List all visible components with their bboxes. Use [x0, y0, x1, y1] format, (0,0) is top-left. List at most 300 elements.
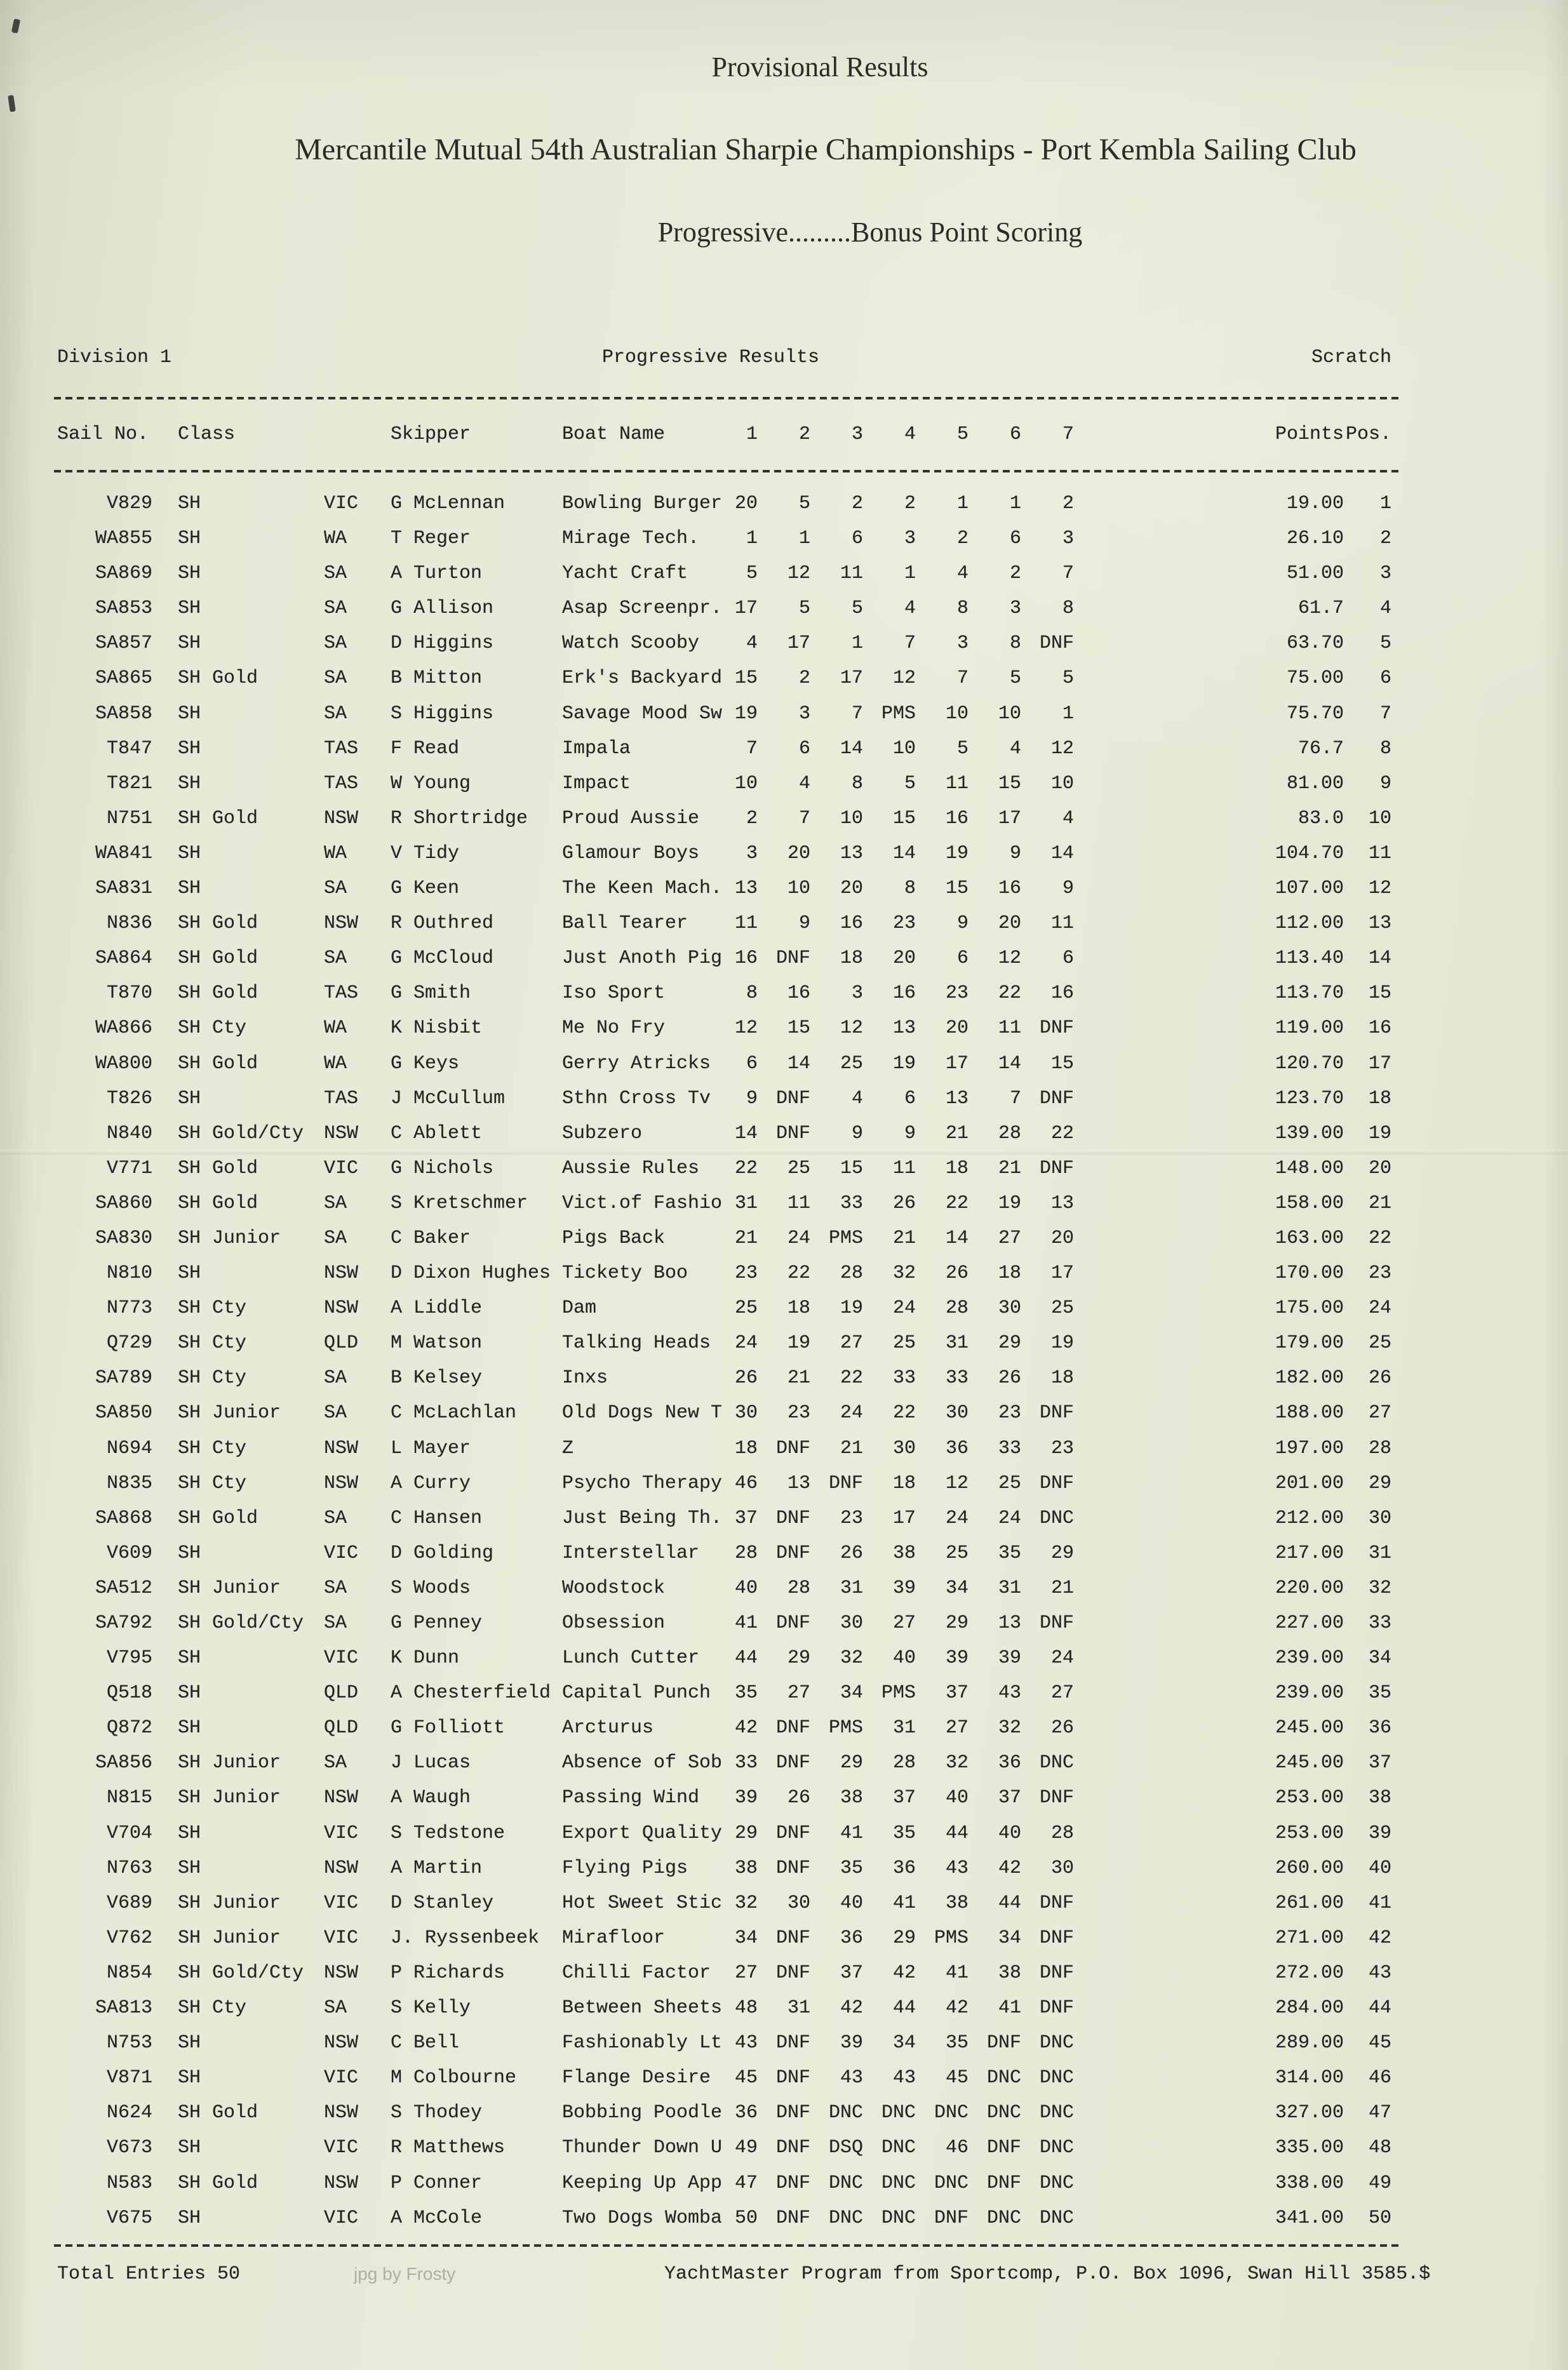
race-1: 43 [734, 2032, 758, 2054]
table-row [0, 2131, 1568, 2166]
sail-no: N694 [106, 1437, 152, 1459]
state: SA [324, 563, 347, 585]
table-row [0, 1781, 1568, 1816]
race-3: 21 [840, 1437, 863, 1459]
race-3: 5 [851, 598, 863, 620]
skipper: B Mitton [391, 667, 483, 690]
boat-name: Pigs Back [562, 1227, 666, 1249]
points: 220.00 [1275, 1577, 1344, 1599]
boat-name: Old Dogs New T [562, 1402, 723, 1424]
points: 75.00 [1286, 667, 1344, 690]
race-3: PMS [828, 1227, 863, 1249]
sail-no: Q872 [106, 1717, 152, 1739]
race-2: DNF [775, 2137, 810, 2159]
col-header-skipper: Skipper [391, 424, 471, 445]
class: SH [178, 528, 201, 550]
points: 148.00 [1275, 1157, 1344, 1179]
race-2: DNF [775, 1752, 810, 1774]
race-7: DNC [1039, 2172, 1074, 2194]
race-6: 31 [998, 1577, 1021, 1599]
race-2: DNF [775, 1717, 810, 1739]
race-1: 9 [746, 1087, 758, 1109]
position: 46 [1368, 2067, 1391, 2089]
table-row [0, 2096, 1568, 2131]
class: SH [178, 1822, 201, 1844]
skipper: M Colbourne [391, 2067, 517, 2089]
race-2: 3 [798, 702, 810, 725]
class: SH Cty [178, 1297, 247, 1320]
position: 38 [1368, 1787, 1391, 1809]
skipper: T Reger [391, 528, 471, 550]
race-7: 3 [1062, 528, 1074, 550]
sail-no: WA866 [95, 1017, 152, 1040]
table-row [0, 697, 1568, 732]
position: 20 [1368, 1157, 1391, 1179]
race-2: 2 [798, 667, 810, 690]
class: SH [178, 1682, 201, 1704]
race-3: 35 [840, 1857, 863, 1879]
divider-dashed-line [54, 397, 1400, 399]
col-header-race-3: 3 [851, 424, 863, 445]
col-header-race-4: 4 [904, 424, 916, 445]
race-3: 7 [851, 702, 863, 725]
race-5: DNF [934, 2207, 968, 2229]
race-5: 27 [945, 1717, 968, 1739]
col-header-class: Class [178, 424, 236, 445]
class: SH Cty [178, 1332, 247, 1355]
position: 37 [1368, 1752, 1391, 1774]
skipper: K Dunn [391, 1647, 460, 1670]
race-6: 6 [1009, 528, 1021, 550]
race-2: 4 [798, 772, 810, 794]
skipper: S Tedstone [391, 1822, 506, 1844]
boat-name: Yacht Craft [562, 563, 688, 585]
skipper: B Kelsey [391, 1367, 483, 1389]
table-row [0, 1361, 1568, 1396]
race-6: 44 [998, 1892, 1021, 1914]
race-7: 29 [1050, 1542, 1074, 1564]
race-4: 11 [892, 1157, 916, 1179]
race-2: DNF [775, 2067, 810, 2089]
points: 139.00 [1275, 1122, 1344, 1144]
skipper: D Dixon Hughes [391, 1262, 551, 1285]
position: 11 [1368, 842, 1391, 864]
race-1: 19 [734, 702, 758, 725]
race-4: DNC [881, 2207, 916, 2229]
sail-no: SA789 [95, 1367, 152, 1389]
race-4: 20 [892, 947, 916, 970]
boat-name: Lunch Cutter [562, 1647, 700, 1670]
race-6: 23 [998, 1402, 1021, 1424]
skipper: G Allison [391, 598, 494, 620]
class: SH Gold/Cty [178, 1612, 304, 1634]
sail-no: N753 [106, 2032, 152, 2054]
skipper: M Watson [391, 1332, 483, 1355]
state: NSW [324, 1472, 359, 1494]
race-5: 7 [956, 667, 968, 690]
state: VIC [324, 2067, 359, 2089]
state: VIC [324, 1892, 359, 1914]
race-1: 18 [734, 1437, 758, 1459]
class: SH [178, 1087, 201, 1109]
state: SA [324, 1402, 347, 1424]
table-row [0, 1326, 1568, 1361]
sail-no: SA830 [95, 1227, 152, 1249]
race-7: 2 [1062, 493, 1074, 514]
points: 217.00 [1275, 1542, 1344, 1564]
skipper: C Hansen [391, 1507, 483, 1529]
race-6: 36 [998, 1752, 1021, 1774]
col-header-sail-no: Sail No. [57, 424, 149, 445]
skipper: G Smith [391, 982, 471, 1005]
race-1: 16 [734, 947, 758, 970]
class: SH [178, 2137, 201, 2159]
race-4: 41 [892, 1892, 916, 1914]
boat-name: Bowling Burger [562, 493, 723, 514]
race-5: 39 [945, 1647, 968, 1670]
race-3: 4 [851, 1087, 863, 1109]
class: SH Junior [178, 1227, 281, 1249]
col-header-boat-name: Boat Name [562, 424, 666, 445]
race-3: 10 [840, 807, 863, 829]
position: 41 [1368, 1892, 1391, 1914]
class: SH Gold [178, 1192, 258, 1214]
boat-name: Tickety Boo [562, 1262, 688, 1285]
table-row [0, 1221, 1568, 1256]
boat-name: Erk's Backyard [562, 667, 723, 690]
class: SH [178, 737, 201, 760]
table-row [0, 1396, 1568, 1431]
race-1: 25 [734, 1297, 758, 1320]
class: SH Cty [178, 1472, 247, 1494]
race-4: 35 [892, 1822, 916, 1844]
boat-name: Subzero [562, 1122, 643, 1144]
skipper: C McLachlan [391, 1402, 517, 1424]
race-4: 40 [892, 1647, 916, 1670]
race-3: 24 [840, 1402, 863, 1424]
table-row [0, 1676, 1568, 1711]
class: SH Gold [178, 913, 258, 935]
boat-name: Talking Heads [562, 1332, 711, 1355]
race-1: 47 [734, 2172, 758, 2194]
race-4: 34 [892, 2032, 916, 2054]
race-4: 22 [892, 1402, 916, 1424]
race-6: 1 [1009, 493, 1021, 514]
race-2: 7 [798, 807, 810, 829]
race-5: 13 [945, 1087, 968, 1109]
table-row [0, 941, 1568, 976]
race-4: 39 [892, 1577, 916, 1599]
race-4: 17 [892, 1507, 916, 1529]
race-7: 21 [1050, 1577, 1074, 1599]
points: 26.10 [1286, 528, 1344, 550]
race-5: 20 [945, 1017, 968, 1040]
boat-name: Passing Wind [562, 1787, 700, 1809]
skipper: A McCole [391, 2207, 483, 2229]
race-3: 15 [840, 1157, 863, 1179]
race-1: 14 [734, 1122, 758, 1144]
race-5: 29 [945, 1612, 968, 1634]
table-row [0, 1851, 1568, 1886]
race-4: 12 [892, 667, 916, 690]
table-row [0, 767, 1568, 801]
race-1: 42 [734, 1717, 758, 1739]
sail-no: V689 [106, 1892, 152, 1914]
boat-name: Gerry Atricks [562, 1052, 711, 1075]
points: 253.00 [1275, 1787, 1344, 1809]
table-row [0, 2201, 1568, 2236]
boat-name: Obsession [562, 1612, 666, 1634]
race-1: 39 [734, 1787, 758, 1809]
sail-no: SA850 [95, 1402, 152, 1424]
state: SA [324, 1507, 347, 1529]
skipper: V Tidy [391, 842, 460, 864]
state: SA [324, 633, 347, 655]
skipper: K Nisbit [391, 1017, 483, 1040]
race-2: DNF [775, 2032, 810, 2054]
race-7: DNF [1039, 1402, 1074, 1424]
points: 201.00 [1275, 1472, 1344, 1494]
state: WA [324, 842, 347, 864]
table-row [0, 1956, 1568, 1991]
points: 327.00 [1275, 2102, 1344, 2124]
skipper: J. Ryssenbeek [391, 1927, 540, 1949]
race-4: 19 [892, 1052, 916, 1075]
race-5: 40 [945, 1787, 968, 1809]
race-7: 30 [1050, 1857, 1074, 1879]
state: NSW [324, 807, 359, 829]
race-6: 14 [998, 1052, 1021, 1075]
class: SH [178, 2032, 201, 2054]
class: SH [178, 1262, 201, 1285]
sail-no: WA841 [95, 842, 152, 864]
state: TAS [324, 1087, 359, 1109]
race-1: 27 [734, 1962, 758, 1984]
race-2: DNF [775, 1437, 810, 1459]
race-6: DNF [986, 2032, 1021, 2054]
position: 24 [1368, 1297, 1391, 1320]
position: 36 [1368, 1717, 1391, 1739]
sail-no: N751 [106, 807, 152, 829]
race-4: 3 [904, 528, 916, 550]
race-5: 1 [956, 493, 968, 514]
race-1: 17 [734, 598, 758, 620]
race-7: 6 [1062, 947, 1074, 970]
race-5: 31 [945, 1332, 968, 1355]
state: NSW [324, 913, 359, 935]
position: 19 [1368, 1122, 1391, 1144]
race-1: 5 [746, 563, 758, 585]
scan-artifact [8, 95, 16, 112]
race-4: 25 [892, 1332, 916, 1355]
race-1: 7 [746, 737, 758, 760]
points: 188.00 [1275, 1402, 1344, 1424]
race-7: 5 [1062, 667, 1074, 690]
scan-artifact [11, 18, 20, 34]
points: 170.00 [1275, 1262, 1344, 1285]
race-1: 20 [734, 493, 758, 514]
position: 47 [1368, 2102, 1391, 2124]
table-row [0, 1431, 1568, 1466]
race-7: 16 [1050, 982, 1074, 1005]
skipper: A Liddle [391, 1297, 483, 1320]
race-4: 18 [892, 1472, 916, 1494]
race-3: 11 [840, 563, 863, 585]
race-1: 6 [746, 1052, 758, 1075]
points: 239.00 [1275, 1682, 1344, 1704]
race-5: 12 [945, 1472, 968, 1494]
class: SH Gold/Cty [178, 1962, 304, 1984]
race-2: 30 [787, 1892, 810, 1914]
skipper: D Stanley [391, 1892, 494, 1914]
state: QLD [324, 1717, 359, 1739]
table-row [0, 1816, 1568, 1851]
race-1: 2 [746, 807, 758, 829]
race-6: DNC [986, 2067, 1021, 2089]
race-7: DNF [1039, 633, 1074, 655]
race-1: 12 [734, 1017, 758, 1040]
race-6: 30 [998, 1297, 1021, 1320]
position: 33 [1368, 1612, 1391, 1634]
position: 13 [1368, 913, 1391, 935]
event-title: Mercantile Mutual 54th Australian Sharpie Championships - Port Kembla Sailing Club [295, 133, 1357, 166]
skipper: S Kretschmer [391, 1192, 528, 1214]
race-4: 9 [904, 1122, 916, 1144]
division-label: Division 1 [57, 347, 172, 368]
race-7: 22 [1050, 1122, 1074, 1144]
sail-no: Q518 [106, 1682, 152, 1704]
footer-row [0, 2258, 1568, 2290]
race-7: 15 [1050, 1052, 1074, 1075]
class: SH Gold [178, 807, 258, 829]
skipper: C Ablett [391, 1122, 483, 1144]
skipper: A Chesterfield [391, 1682, 551, 1704]
sail-no: N840 [106, 1122, 152, 1144]
skipper: G Folliott [391, 1717, 506, 1739]
boat-name: Capital Punch [562, 1682, 711, 1704]
race-6: 8 [1009, 633, 1021, 655]
race-4: 32 [892, 1262, 916, 1285]
race-6: 38 [998, 1962, 1021, 1984]
skipper: D Golding [391, 1542, 494, 1564]
race-2: 10 [787, 878, 810, 900]
race-2: 19 [787, 1332, 810, 1355]
points: 51.00 [1286, 563, 1344, 585]
race-7: DNF [1039, 1472, 1074, 1494]
points: 245.00 [1275, 1717, 1344, 1739]
race-7: DNF [1039, 1927, 1074, 1949]
race-5: 10 [945, 702, 968, 725]
position: 39 [1368, 1822, 1391, 1844]
race-4: 21 [892, 1227, 916, 1249]
state: QLD [324, 1682, 359, 1704]
race-5: 23 [945, 982, 968, 1005]
race-6: 21 [998, 1157, 1021, 1179]
skipper: R Matthews [391, 2137, 506, 2159]
race-3: 9 [851, 1122, 863, 1144]
position: 45 [1368, 2032, 1391, 2054]
state: SA [324, 878, 347, 900]
race-7: DNC [1039, 2102, 1074, 2124]
state: SA [324, 1997, 347, 2019]
table-row [0, 1256, 1568, 1291]
race-5: 30 [945, 1402, 968, 1424]
race-6: 33 [998, 1437, 1021, 1459]
race-2: 9 [798, 913, 810, 935]
race-4: 36 [892, 1857, 916, 1879]
race-4: 31 [892, 1717, 916, 1739]
state: NSW [324, 1262, 359, 1285]
race-6: 29 [998, 1332, 1021, 1355]
race-3: 36 [840, 1927, 863, 1949]
points: 63.70 [1286, 633, 1344, 655]
points: 245.00 [1275, 1752, 1344, 1774]
race-3: 26 [840, 1542, 863, 1564]
race-4: PMS [881, 702, 916, 725]
race-6: 22 [998, 982, 1021, 1005]
race-6: 34 [998, 1927, 1021, 1949]
race-5: 44 [945, 1822, 968, 1844]
points: 158.00 [1275, 1192, 1344, 1214]
race-6: 5 [1009, 667, 1021, 690]
race-6: 37 [998, 1787, 1021, 1809]
race-4: 29 [892, 1927, 916, 1949]
skipper: A Martin [391, 1857, 483, 1879]
race-5: 17 [945, 1052, 968, 1075]
state: VIC [324, 1647, 359, 1670]
race-7: DNC [1039, 2207, 1074, 2229]
race-2: 1 [798, 528, 810, 550]
class: SH [178, 1717, 201, 1739]
race-7: DNC [1039, 2137, 1074, 2159]
state: SA [324, 1612, 347, 1634]
table-row [0, 556, 1568, 591]
class: SH Gold [178, 947, 258, 970]
race-6: 19 [998, 1192, 1021, 1214]
race-6: 7 [1009, 1087, 1021, 1109]
boat-name: The Keen Mach. [562, 878, 723, 900]
skipper: P Conner [391, 2172, 483, 2194]
points: 338.00 [1275, 2172, 1344, 2194]
position: 6 [1379, 667, 1391, 690]
race-5: 45 [945, 2067, 968, 2089]
boat-name: Proud Aussie [562, 807, 700, 829]
race-5: 5 [956, 737, 968, 760]
state: NSW [324, 1787, 359, 1809]
points: 341.00 [1275, 2207, 1344, 2229]
race-2: 18 [787, 1297, 810, 1320]
race-3: DNF [828, 1472, 863, 1494]
race-6: 11 [998, 1017, 1021, 1040]
race-2: 5 [798, 493, 810, 514]
table-row [0, 1116, 1568, 1151]
race-1: 23 [734, 1262, 758, 1285]
class: SH Gold [178, 2172, 258, 2194]
skipper: P Richards [391, 1962, 506, 1984]
race-1: 13 [734, 878, 758, 900]
col-header-race-6: 6 [1009, 424, 1021, 445]
race-5: 28 [945, 1297, 968, 1320]
race-7: DNF [1039, 1962, 1074, 1984]
race-7: DNF [1039, 1997, 1074, 2019]
points: 163.00 [1275, 1227, 1344, 1249]
race-4: 30 [892, 1437, 916, 1459]
race-1: 15 [734, 667, 758, 690]
race-7: 1 [1062, 702, 1074, 725]
race-3: 25 [840, 1052, 863, 1075]
race-6: 10 [998, 702, 1021, 725]
table-row [0, 976, 1568, 1011]
